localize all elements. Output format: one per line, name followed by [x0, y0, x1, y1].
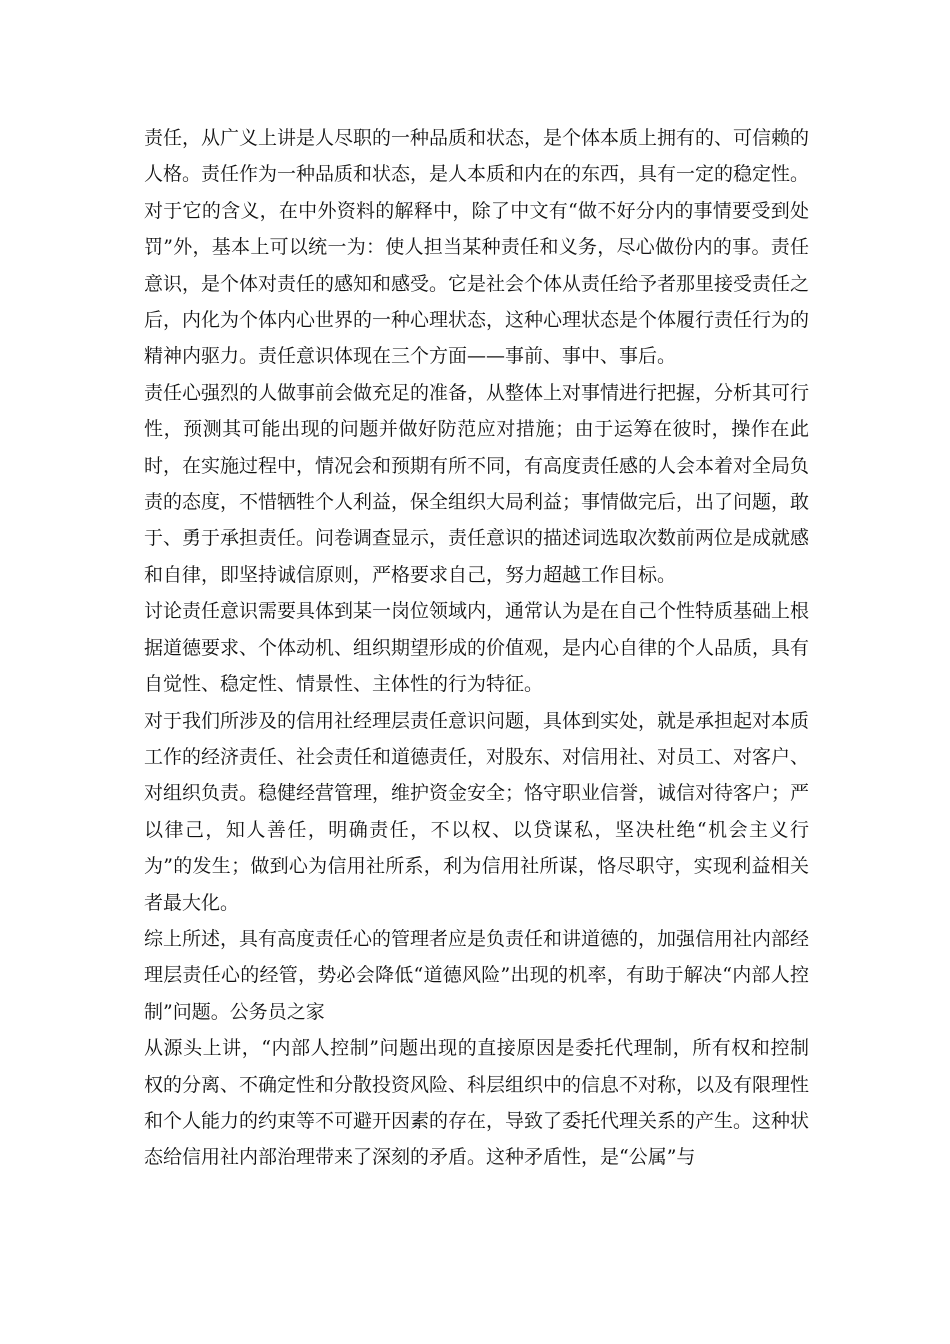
- paragraph-3: 讨论责任意识需要具体到某一岗位领域内，通常认为是在自己个性特质基础上根据道德要求、个体动机、组织期望形成的价值观，是内心自律的个人品质，具有自觉性、稳定性、情景性、主体性的行为特征。: [144, 600, 810, 696]
- paragraph-5: 综上所述，具有高度责任心的管理者应是负责任和讲道德的，加强信用社内部经理层责任心的经管，势必会降低“道德风险”出现的机率，有助于解决“内部人控制”问题。公务员之家: [144, 927, 810, 1023]
- paragraph-6: 从源头上讲，“内部人控制”问题出现的直接原因是委托代理制，所有权和控制权的分离、不确定性和分散投资风险、科层组织中的信息不对称，以及有限理性和个人能力的约束等不可避开因素的存在，导致了委托代理关系的产生。这种状态给信用社内部治理带来了深刻的矛盾。这种矛盾性，是“公属”与: [144, 1037, 810, 1169]
- paragraph-4: 对于我们所涉及的信用社经理层责任意识问题，具体到实处，就是承担起对本质工作的经济责任、社会责任和道德责任，对股东、对信用社、对员工、对客户、对组织负责。稳健经营管理，维护资金安全；恪守职业信誉，诚信对待客户；严以律己，知人善任，明确责任，不以权、以贷谋私，坚决杜绝“机会主义行为”的发生；做到心为信用社所系，利为信用社所谋，恪尽职守，实现利益相关者最大化。: [144, 709, 810, 914]
- document-body: [144, 120, 809, 1176]
- paragraph-2: 责任心强烈的人做事前会做充足的准备，从整体上对事情进行把握，分析其可行性，预测其可能出现的问题并做好防范应对措施；由于运筹在彼时，操作在此时，在实施过程中，情况会和预期有所不同，有高度责任感的人会本着对全局负责的态度，不惜牺牲个人利益，保全组织大局利益；事情做完后，出了问题，敢于、勇于承担责任。问卷调查显示，责任意识的描述词选取次数前两位是成就感和自律，即坚持诚信原则，严格要求自己，努力超越工作目标。: [144, 381, 810, 586]
- paragraph-1: 责任，从广义上讲是人尽职的一种品质和状态，是个体本质上拥有的、可信赖的人格。责任作为一种品质和状态，是人本质和内在的东西，具有一定的稳定性。对于它的含义，在中外资料的解释中，除了中文有“做不好分内的事情要受到处罚”外，基本上可以统一为：使人担当某种责任和义务，尽心做份内的事。责任意识，是个体对责任的感知和感受。它是社会个体从责任给予者那里接受责任之后，内化为个体内心世界的一种心理状态，这种心理状态是个体履行责任行为的精神内驱力。责任意识体现在三个方面——事前、事中、事后。: [144, 127, 810, 368]
